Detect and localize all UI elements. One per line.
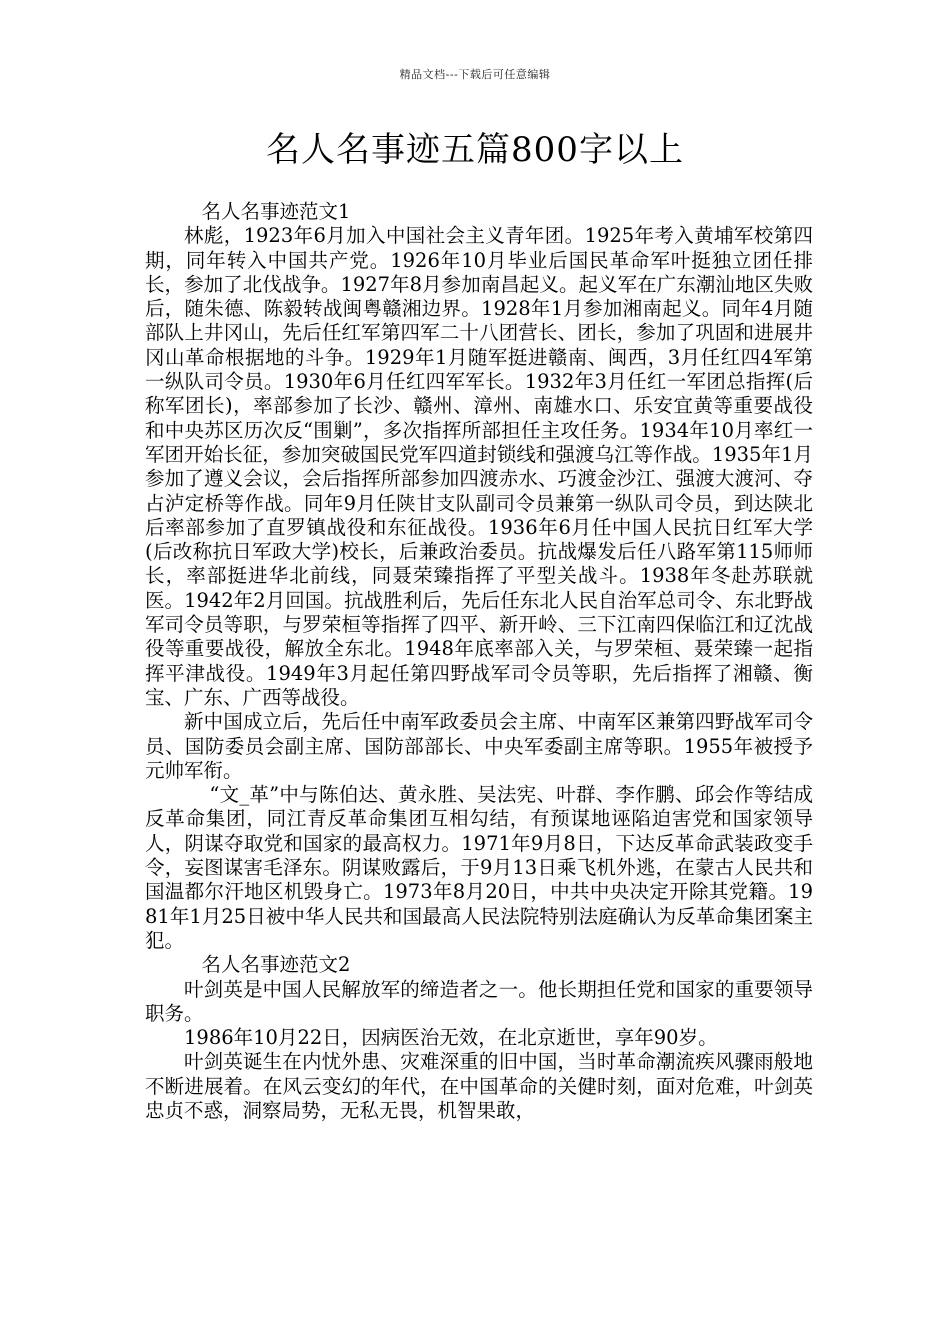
section-2-paragraph-3: 叶剑英诞生在内忧外患、灾难深重的旧中国，当时革命潮流疾风骤雨般地不断进展着。在风云变幻的年代，在中国革命的关健时刻，面对危难，叶剑英忠贞不惑，洞察局势，无私无畏，机智果敢， (145, 1050, 813, 1122)
page-header: 精品文档---下载后可任意编辑 (399, 68, 551, 81)
section-2-heading: 名人名事迹范文2 (201, 953, 351, 977)
section-1-paragraph-3: “文_革”中与陈伯达、黄永胜、吴法宪、叶群、李作鹏、邱会作等结成反革命集团，同江青反革命集团互相勾结，有预谋地诬陷迫害党和国家领导人，阴谋夺取党和国家的最高权力。1971年9月8日，下达反革命武装政变手令，妄图谋害毛泽东。阴谋败露后，于9月13日乘飞机外逃，在蒙古人民共和国温都尔汗地区机毁身亡。1973年8月20日，中共中央决定开除其党籍。1981年1月25日被中华人民共和国最高人民法院特别法庭确认为反革命集团案主犯。 (145, 783, 813, 952)
section-2-paragraph-1: 叶剑英是中国人民解放军的缔造者之一。他长期担任党和国家的重要领导职务。 (145, 977, 813, 1025)
section-1-paragraph-1: 林彪，1923年6月加入中国社会主义青年团。1925年考入黄埔军校第四期，同年转入中国共产党。1926年10月毕业后国民革命军叶挺独立团任排长，参加了北伐战争。1927年8月参加南昌起义。起义军在广东潮汕地区失败后，随朱德、陈毅转战闽粤赣湘边界。1928年1月参加湘南起义。同年4月随部队上井冈山，先后任红军第四军二十八团营长、团长，参加了巩固和进展井冈山革命根据地的斗争。1929年1月随军挺进赣南、闽西，3月任红四4军第一纵队司令员。1930年6月任红四军军长。1932年3月任红一军团总指挥(后称军团长)，率部参加了长沙、赣州、漳州、南雄水口、乐安宜黄等重要战役和中央苏区历次反“围剿”，多次指挥所部担任主攻任务。1934年10月率红一军团开始长征，参加突破国民党军四道封锁线和强渡乌江等作战。1935年1月参加了遵义会议，会后指挥所部参加四渡赤水、巧渡金沙江、强渡大渡河、夺占泸定桥等作战。同年9月任陕甘支队副司令员兼第一纵队司令员，到达陕北后率部参加了直罗镇战役和东征战役。1936年6月任中国人民抗日红军大学(后改称抗日军政大学)校长，后兼政治委员。抗战爆发后任八路军第115师师长，率部挺进华北前线，同聂荣臻指挥了平型关战斗。1938年冬赴苏联就医。1942年2月回国。抗战胜利后，先后任东北人民自治军总司令、东北野战军司令员等职，与罗荣桓等指挥了四平、新开岭、三下江南四保临江和辽沈战役等重要战役，解放全东北。1948年底率部入关，与罗荣桓、聂荣臻一起指挥平津战役。1949年3月起任第四野战军司令员等职，先后指挥了湘赣、衡宝、广东、广西等战役。 (145, 224, 813, 709)
section-1-paragraph-2: 新中国成立后，先后任中南军政委员会主席、中南军区兼第四野战军司令员、国防委员会副主席、国防部部长、中央军委副主席等职。1955年被授予元帅军衔。 (145, 710, 813, 782)
document-body (145, 200, 813, 1123)
section-2-paragraph-2: 1986年10月22日，因病医治无效，在北京逝世，享年90岁。 (184, 1026, 718, 1050)
document-title: 名人名事迹五篇800字以上 (266, 130, 684, 170)
section-1-heading: 名人名事迹范文1 (201, 200, 351, 223)
